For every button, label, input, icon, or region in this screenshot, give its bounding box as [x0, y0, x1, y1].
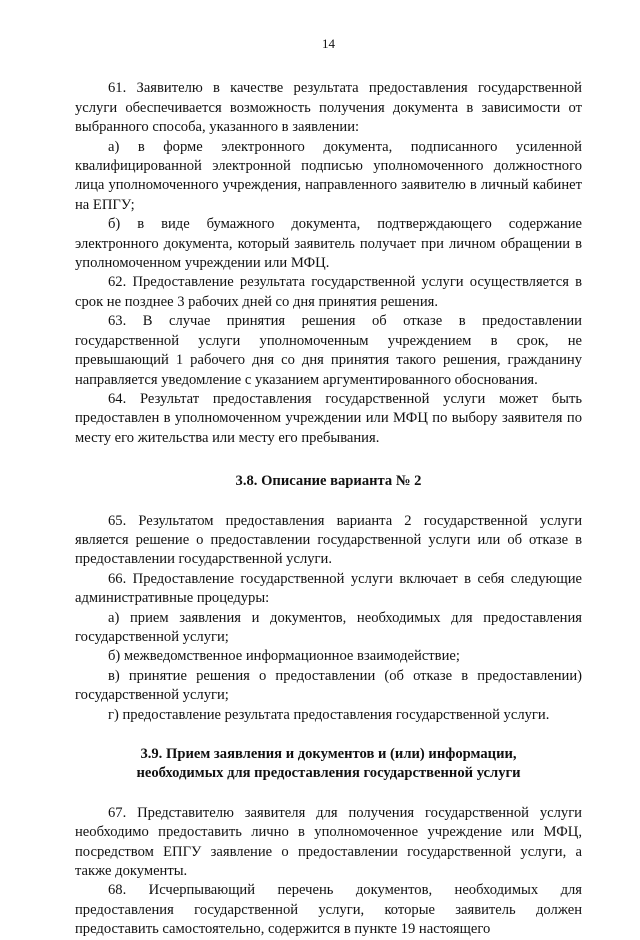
paragraph-63: 63. В случае принятия решения об отказе в предоставлении государственной услуги уполномоченным учреждением в срок, не превышающий 1 рабочего дня со дня принятия такого решения, гражданину направляется уведомление с указанием аргументированного обоснования. [75, 313, 582, 388]
paragraph-67: 67. Представителю заявителя для получения государственной услуги необходимо предоставить лично в уполномоченное учреждение или МФЦ, посредством ЕПГУ заявление о предоставлении государственной услуги, а также документы. [75, 804, 582, 880]
paragraph-66-a: а) прием заявления и документов, необходимых для предоставления государственной услуги; [75, 609, 582, 645]
paragraph-66-b: б) межведомственное информационное взаимодействие; [108, 648, 460, 665]
paragraph-61: 61. Заявителю в качестве результата предоставления государственной услуги обеспечивается возможность получения документа в зависимости от выбранного способа, указанного в заявлении: [75, 80, 582, 136]
paragraph-66-c: в) принятие решения о предоставлении (об отказе в предоставлении) государственной услуги; [75, 667, 582, 704]
section-heading-3-8: 3.8. Описание варианта № 2 [235, 473, 422, 490]
paragraph-62: 62. Предоставление результата государственной услуги осуществляется в срок не позднее 3 рабочих дней со дня принятия решения. [75, 274, 582, 310]
paragraph-66: 66. Предоставление государственной услуги включает в себя следующие административные процедуры: [75, 570, 582, 607]
paragraph-61-b: б) в виде бумажного документа, подтверждающего содержание электронного документа, который заявитель получает при личном обращении в уполномоченном учреждении или МФЦ. [75, 216, 582, 272]
paragraph-66-d: г) предоставление результата предоставления государственной услуги. [108, 706, 550, 723]
page-number: 14 [322, 36, 335, 51]
paragraph-68: 68. Исчерпывающий перечень документов, необходимых для предоставления государственной услуги, которые заявитель должен предоставить самостоятельно, содержится в пункте 19 настоящего [75, 882, 582, 938]
paragraph-65: 65. Результатом предоставления варианта 2 государственной услуги является решение о предоставлении государственной услуги или об отказе в предоставлении государственной услуги. [75, 512, 582, 568]
section-heading-3-9 [75, 745, 582, 784]
section-heading-3-9-line-1: 3.9. Прием заявления и документов и (или) информации, [140, 746, 517, 762]
section-heading-3-9-line-2: необходимых для предоставления государственной услуги [136, 765, 521, 782]
paragraph-61-a: а) в форме электронного документа, подписанного усиленной квалифицированной электронной подписью уполномоченного должностного лица уполномоченного учреждения, направленного заявителю в личный кабинет на ЕПГУ; [75, 138, 582, 213]
paragraph-64: 64. Результат предоставления государственной услуги может быть предоставлен в уполномоченном учреждении или МФЦ по выбору заявителя по месту его жительства или месту его пребывания. [75, 390, 582, 446]
